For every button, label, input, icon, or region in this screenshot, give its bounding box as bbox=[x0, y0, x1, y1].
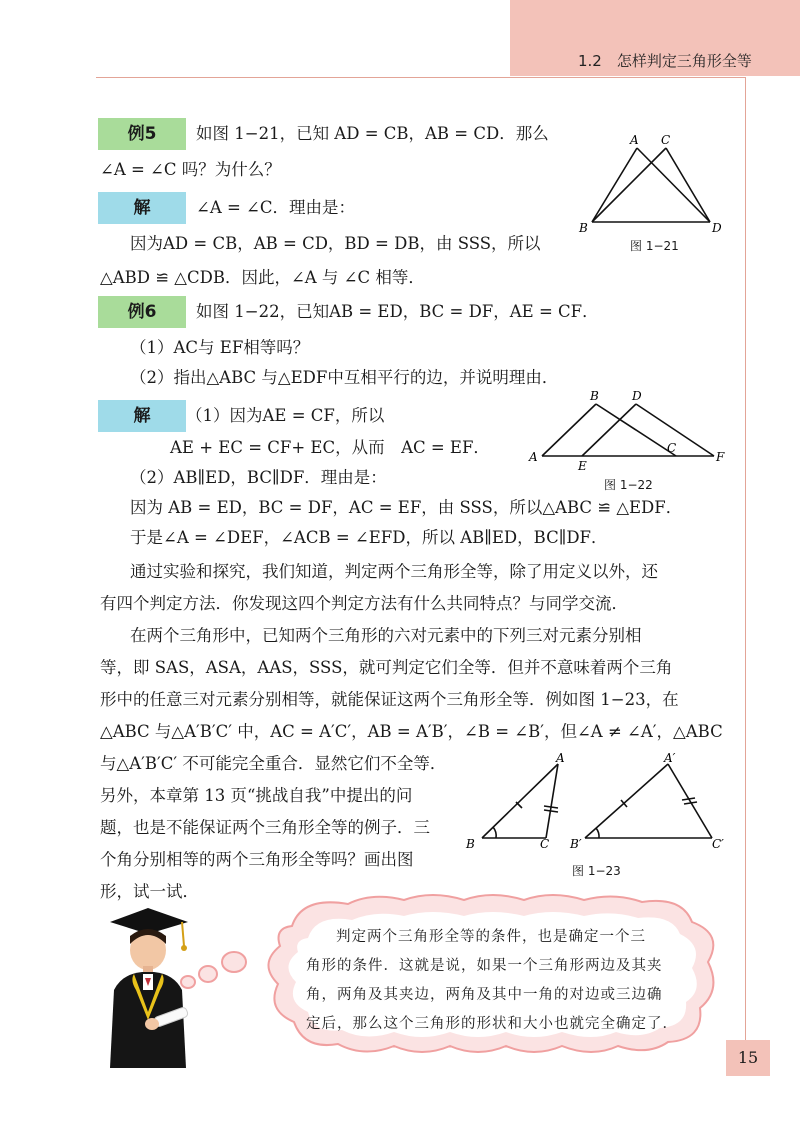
paragraph-2-line-6: 另外，本章第 13 页“挑战自我”中提出的问 bbox=[100, 786, 413, 805]
side-rule bbox=[745, 77, 746, 1067]
f21-label-a: A bbox=[630, 133, 639, 147]
f22-label-a: A bbox=[529, 450, 538, 464]
ex6-solution-line-5: 于是∠A = ∠DEF，∠ACB = ∠EFD，所以 AB∥ED，BC∥DF． bbox=[130, 528, 608, 547]
f23-label-a: A bbox=[556, 752, 565, 765]
figure-1-22-caption: 图 1−22 bbox=[604, 478, 653, 492]
example-5-tag: 例5 bbox=[98, 118, 186, 150]
paragraph-1-line-2: 有四个判定方法．你发现这四个判定方法有什么共同特点？与同学交流． bbox=[100, 594, 628, 613]
ex5-solution-tag: 解 bbox=[98, 192, 186, 224]
cloud-text-line-4: 定后，那么这个三角形的形状和大小也就完全确定了． bbox=[306, 1016, 678, 1032]
paragraph-2-line-2: 等，即 SAS，ASA，AAS，SSS，就可判定它们全等．但并不意味着两个三角 bbox=[100, 658, 673, 677]
f21-label-c: C bbox=[661, 133, 671, 147]
f23-label-b-prime: B′ bbox=[570, 837, 582, 851]
paragraph-2-line-5: 与△A′B′C′ 不可能完全重合．显然它们不全等． bbox=[100, 754, 447, 773]
f23-label-a-prime: A′ bbox=[664, 752, 676, 765]
paragraph-2-line-4: △ABC 与△A′B′C′ 中，AC = A′C′，AB = A′B′，∠B = ∠B′，但∠A ≠ ∠A′，△ABC bbox=[100, 722, 723, 741]
figure-1-23-caption: 图 1−23 bbox=[572, 864, 621, 878]
f23-label-c: C bbox=[540, 837, 550, 851]
ex5-question-line-1: 如图 1−21，已知 AD = CB，AB = CD．那么 bbox=[196, 124, 549, 143]
ex6-solution-line-4: 因为 AB = ED，BC = DF，AC = EF，由 SSS，所以△ABC ≌ △EDF． bbox=[130, 498, 683, 517]
ex5-question-line-2: ∠A = ∠C 吗？为什么？ bbox=[100, 160, 281, 179]
figure-1-22 bbox=[526, 388, 731, 478]
f23-label-b: B bbox=[466, 837, 475, 851]
header-rule bbox=[96, 77, 746, 78]
ex6-question-line-1: 如图 1−22，已知AB = ED，BC = DF，AE = CF． bbox=[196, 302, 599, 321]
ex5-solution-line-2: 因为AD = CB，AB = CD，BD = DB，由 SSS，所以 bbox=[130, 234, 541, 253]
cloud-text-line-2: 角形的条件．这就是说，如果一个三角形两边及其夹 bbox=[306, 958, 663, 974]
example-6-tag: 例6 bbox=[98, 296, 186, 328]
f21-label-b: B bbox=[579, 221, 588, 235]
chapter-title: 1.2 怎样判定三角形全等 bbox=[578, 52, 752, 70]
f22-label-e: E bbox=[578, 459, 587, 473]
f22-label-c: C bbox=[667, 441, 677, 455]
figure-1-23 bbox=[460, 752, 735, 862]
ex5-solution-line-1: ∠A = ∠C．理由是： bbox=[196, 198, 356, 217]
ex6-question-line-3: （2）指出△ABC 与△EDF中互相平行的边，并说明理由． bbox=[130, 368, 559, 387]
figure-1-21-caption: 图 1−21 bbox=[630, 239, 679, 253]
ex6-solution-line-3: （2）AB∥ED，BC∥DF．理由是： bbox=[130, 468, 387, 487]
ex6-solution-tag: 解 bbox=[98, 400, 186, 432]
paragraph-1-line-1: 通过实验和探究，我们知道，判定两个三角形全等，除了用定义以外，还 bbox=[130, 562, 658, 581]
ex6-solution-line-2: AE + EC = CF+ EC，从而 AC = EF． bbox=[170, 438, 490, 457]
paragraph-2-line-7: 题，也是不能保证两个三角形全等的例子．三 bbox=[100, 818, 430, 837]
f21-label-d: D bbox=[712, 221, 722, 235]
paragraph-2-line-8: 个角分别相等的两个三角形全等吗？画出图 bbox=[100, 850, 414, 869]
paragraph-2-line-9: 形，试一试． bbox=[100, 882, 199, 901]
paragraph-2-line-3: 形中的任意三对元素分别相等，就能保证这两个三角形全等．例如图 1−23，在 bbox=[100, 690, 679, 709]
ex6-question-line-2: （1）AC与 EF相等吗？ bbox=[130, 338, 310, 357]
f22-label-f: F bbox=[716, 450, 725, 464]
cloud-text-line-1: 判定两个三角形全等的条件，也是确定一个三 bbox=[336, 929, 646, 945]
ex5-solution-line-3: △ABD ≌ △CDB．因此，∠A 与 ∠C 相等． bbox=[100, 268, 425, 287]
f23-label-c-prime: C′ bbox=[712, 837, 724, 851]
ex6-solution-line-1: （1）因为AE = CF，所以 bbox=[186, 406, 385, 425]
f22-label-b: B bbox=[590, 389, 599, 403]
f22-label-d: D bbox=[632, 389, 642, 403]
paragraph-2-line-1: 在两个三角形中，已知两个三角形的六对元素中的下列三对元素分别相 bbox=[130, 626, 642, 645]
cloud-text-line-3: 角，两角及其夹边，两角及其中一角的对边或三边确 bbox=[306, 987, 663, 1003]
page-number: 15 bbox=[726, 1040, 770, 1076]
